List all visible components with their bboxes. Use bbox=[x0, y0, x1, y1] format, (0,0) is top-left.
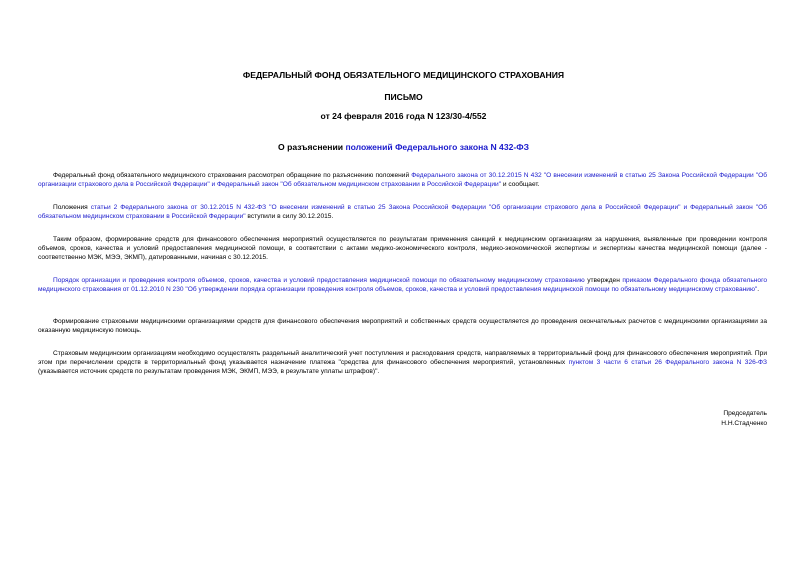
paragraph-text: Страховым медицинским организациям необходимо осуществлять раздельный аналитический учет поступления и расходования средств, направляемых в территориальный фонд для финансового обеспечения мероприятий. При этом при перечислении средств в территориальный фонд указывается назначение платежа "средства для финансового обеспечения мероприятий, установленных bbox=[38, 350, 767, 367]
paragraph-2 bbox=[38, 203, 767, 221]
signatory-position: Председатель bbox=[723, 410, 767, 417]
order-230-link[interactable]: приказом Федерального фонда обязательного медицинского страхования от 01.12.2010 N 230 "Об утверждении порядка организации проведения контроля объемов, сроков, качества и условий предоставления медицинской помощи по обязательному медицинскому страхованию" bbox=[38, 277, 768, 294]
paragraph-3 bbox=[38, 235, 767, 262]
paragraph-text: . bbox=[757, 286, 760, 294]
paragraph-text: Положения bbox=[53, 204, 91, 211]
paragraph-text: утвержден bbox=[584, 277, 623, 284]
signature-block bbox=[721, 409, 767, 428]
control-procedure-link[interactable]: Порядок организации и проведения контроля объемов, сроков, качества и условий предоставления медицинской помощи по обязательному медицинскому страхованию bbox=[53, 277, 585, 284]
signatory-name: Н.Н.Стадченко bbox=[721, 419, 767, 427]
document-subject bbox=[0, 142, 807, 152]
paragraph-text: Формирование страховыми медицинскими организациями средств для финансового обеспечения мероприятий и собственных средств осуществляется до проведения окончательных расчетов с медицинскими организациями за оказанную медицинскую помощь. bbox=[38, 318, 767, 335]
paragraph-text: (указывается источник средств по результатам проведения МЭК, ЭКМП, МЭЭ, в результате уплаты штрафов)". bbox=[38, 368, 380, 376]
paragraph-1 bbox=[38, 171, 767, 189]
paragraph-4 bbox=[38, 276, 767, 294]
document-date-number: от 24 февраля 2016 года N 123/30-4/552 bbox=[320, 111, 487, 121]
document-type: ПИСЬМО bbox=[384, 92, 423, 102]
article-2-link[interactable]: статьи 2 Федерального закона от 30.12.2015 N 432-ФЗ "О внесении изменений в статью 25 Закона Российской Федерации "Об организации страхового дела в Российской Федерации" и Федеральный закон "Об обязательном медицинском страховании в Российской Федерации" bbox=[38, 204, 767, 221]
paragraph-5 bbox=[38, 317, 767, 335]
subject-prefix: О разъяснении bbox=[278, 142, 346, 152]
paragraph-text: вступили в силу 30.12.2015. bbox=[245, 213, 334, 221]
law-432-link[interactable]: Федерального закона от 30.12.2015 N 432 "О внесении изменений в статью 25 Закона Российской Федерации "Об организации страхового дела в Российской Федерации" и Федеральный закон "Об обязательном медицинском страховании в Российской Федерации" bbox=[38, 172, 767, 189]
organization-title: ФЕДЕРАЛЬНЫЙ ФОНД ОБЯЗАТЕЛЬНОГО МЕДИЦИНСКОГО СТРАХОВАНИЯ bbox=[242, 70, 565, 80]
paragraph-text: и сообщает. bbox=[501, 181, 540, 189]
paragraph-text: Таким образом, формирование средств для финансового обеспечения мероприятий осуществляется по результатам применения санкций к медицинским организациям за нарушения, выявленные при проведении контроля объемов, сроков, качества и условий предоставления медицинской помощи, в соответствии с актами медико-экономического контроля, медико-экономической экспертизы и экспертизы качества медицинской помощи (далее - соответственно МЭК, МЭЭ, ЭКМП), датированными, начиная с 30.12.2015. bbox=[38, 236, 767, 262]
law-326-link[interactable]: пунктом 3 части 6 статьи 26 Федерального закона N 326-ФЗ bbox=[568, 359, 767, 367]
subject-law-link[interactable]: положений Федерального закона N 432-ФЗ bbox=[345, 142, 529, 152]
paragraph-text: Федеральный фонд обязательного медицинского страхования рассмотрел обращение по разъяснению положений bbox=[53, 172, 412, 179]
paragraph-6 bbox=[38, 349, 767, 376]
